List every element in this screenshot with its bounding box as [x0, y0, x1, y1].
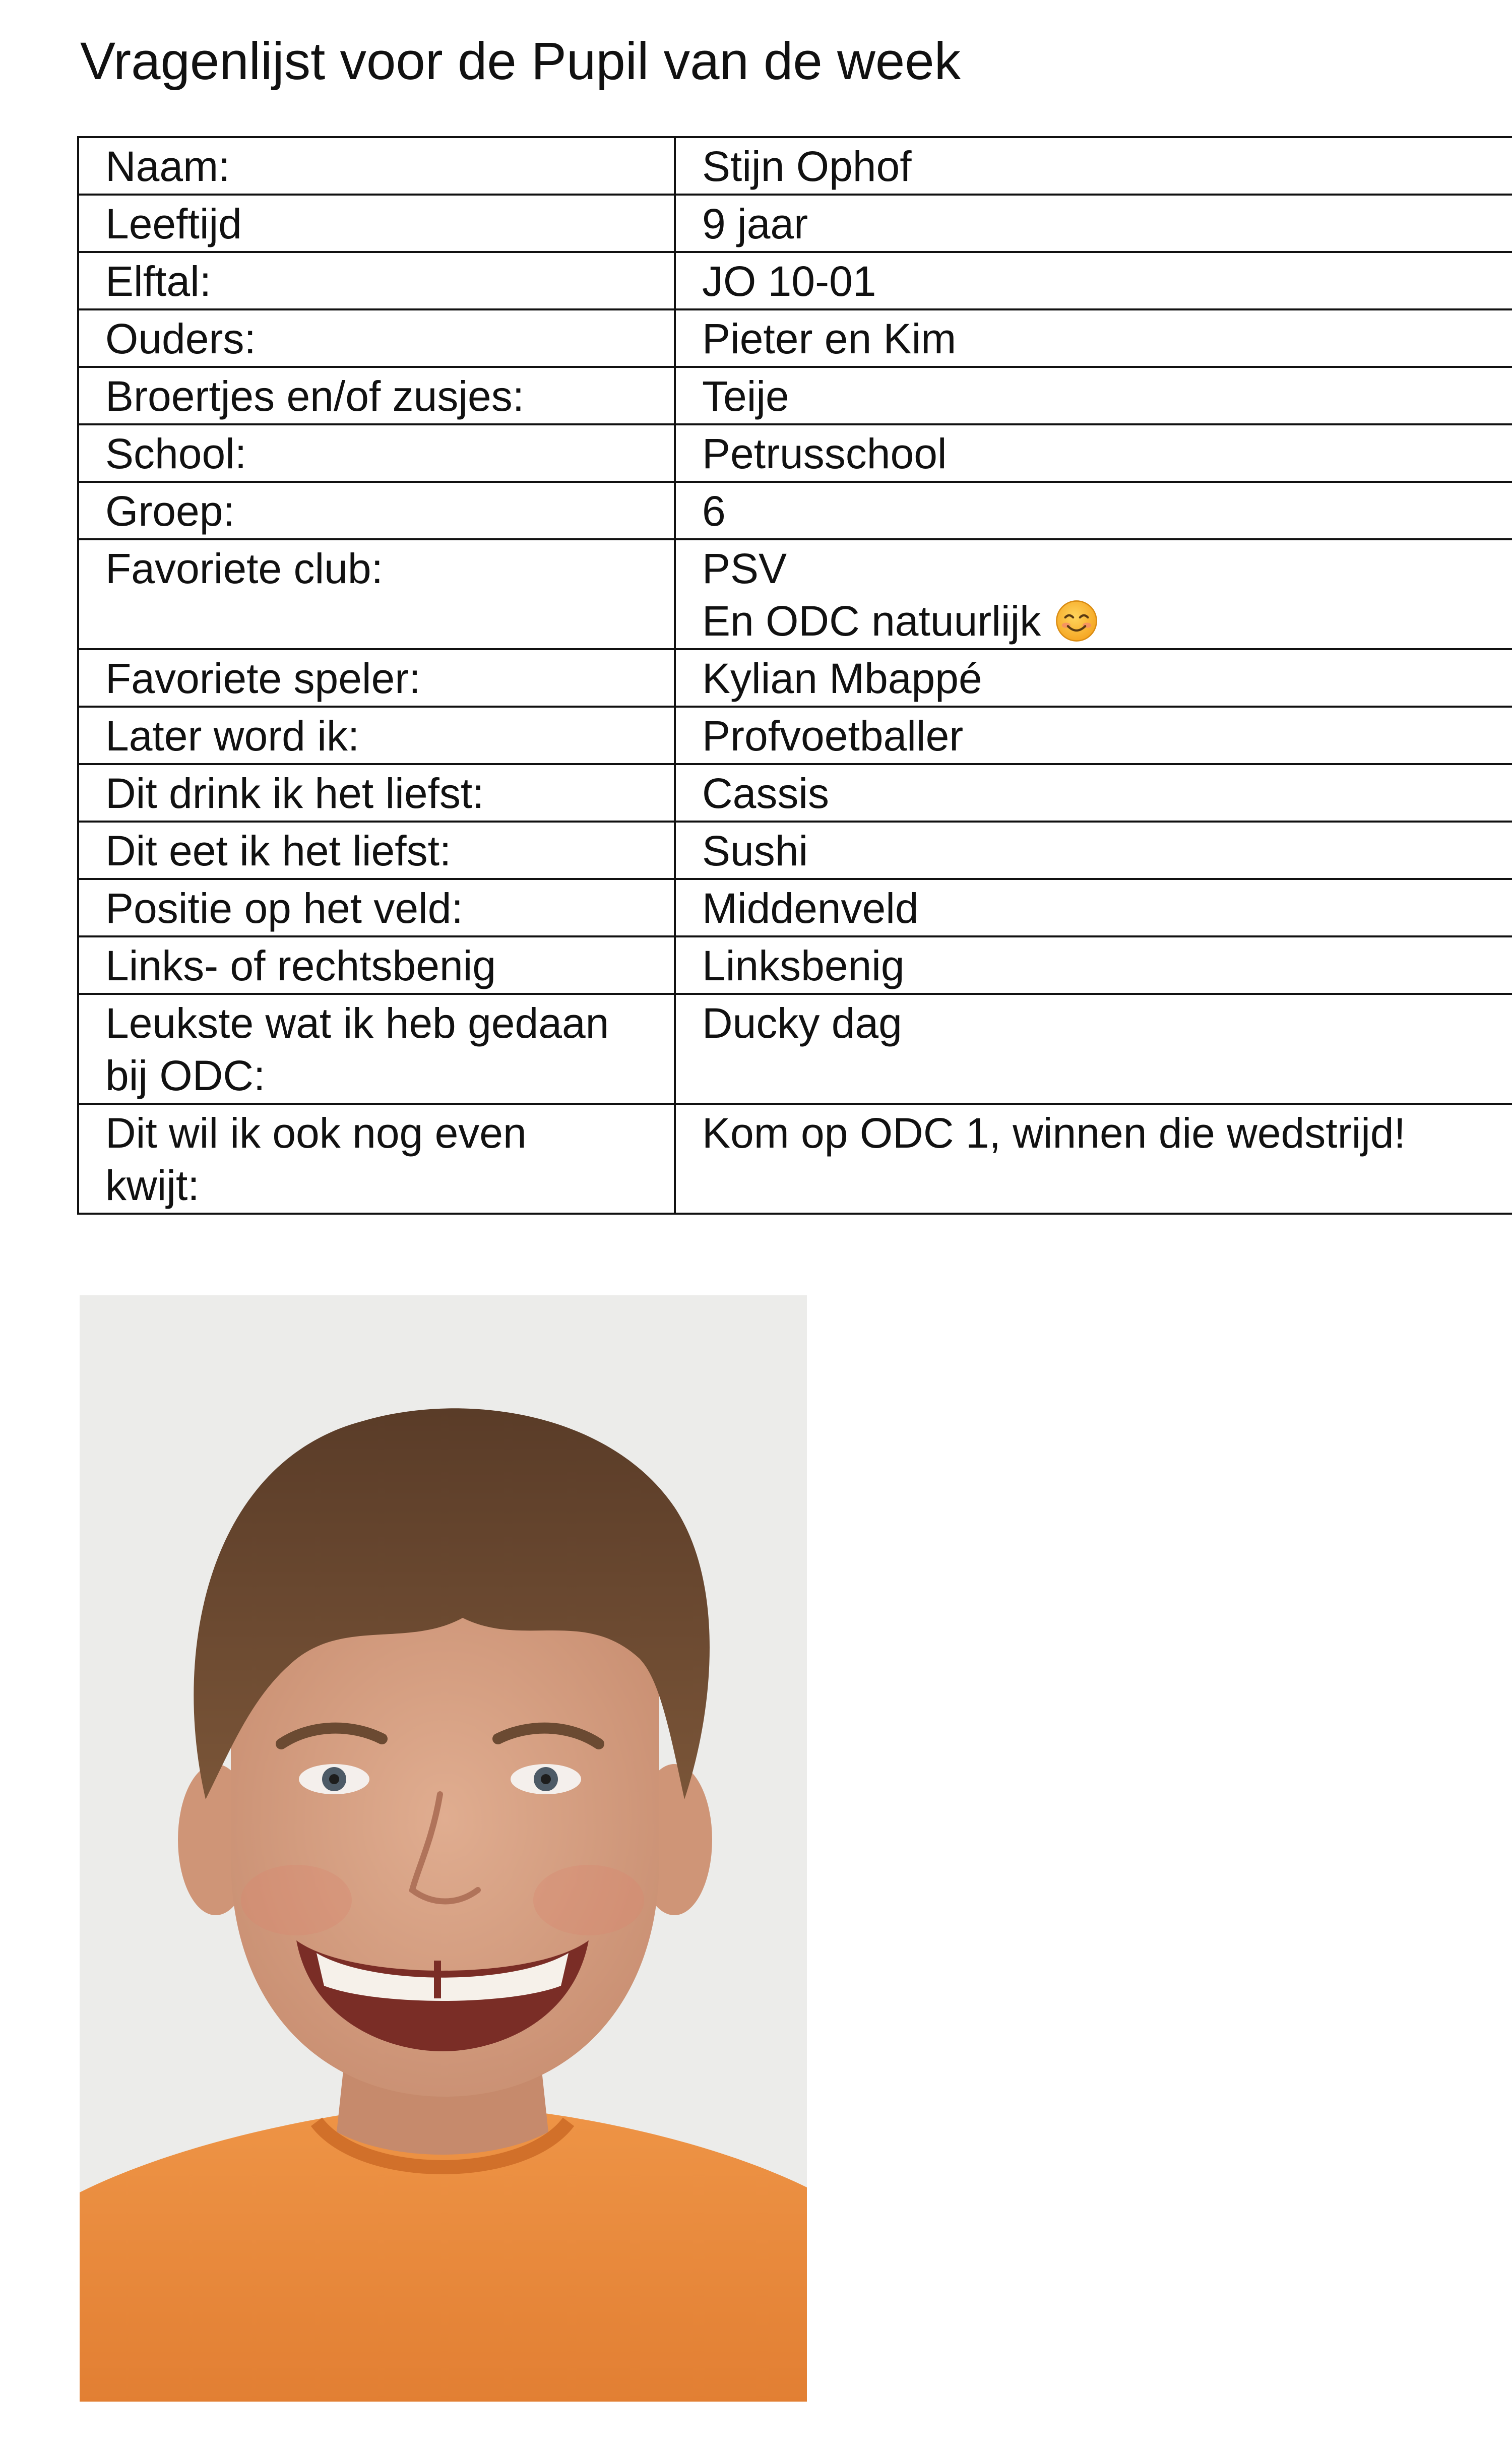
question-cell: Ouders:: [78, 309, 675, 367]
table-row: [78, 424, 1512, 482]
answer-cell: Kylian Mbappé: [675, 649, 1512, 707]
question-line: Dit wil ik ook nog even: [105, 1109, 527, 1157]
table-row: [78, 367, 1512, 424]
answer-line: PSV: [702, 545, 787, 592]
answer-cell: Teije: [675, 367, 1512, 424]
question-cell: Broertjes en/of zusjes:: [78, 367, 675, 424]
answer-cell: Linksbenig: [675, 936, 1512, 994]
question-cell: Favoriete speler:: [78, 649, 675, 707]
document-title: Vragenlijst voor de Pupil van de week: [80, 32, 961, 91]
question-cell: Leeftijd: [78, 195, 675, 252]
answer-cell: Sushi: [675, 822, 1512, 879]
answer-line-with-icon: [702, 595, 1512, 647]
table-row: [78, 707, 1512, 764]
table-row: [78, 482, 1512, 539]
question-cell: [78, 994, 675, 1104]
question-cell: Dit eet ik het liefst:: [78, 822, 675, 879]
answer-cell: Cassis: [675, 764, 1512, 822]
table-row: [78, 649, 1512, 707]
portrait-illustration: [80, 1295, 807, 2402]
question-cell: Positie op het veld:: [78, 879, 675, 936]
answer-cell: Profvoetballer: [675, 707, 1512, 764]
table-row: [78, 539, 1512, 649]
answer-cell: Stijn Ophof: [675, 137, 1512, 195]
table-row: [78, 252, 1512, 309]
question-line: kwijt:: [105, 1162, 200, 1209]
answer-cell: JO 10-01: [675, 252, 1512, 309]
answer-cell: Petrusschool: [675, 424, 1512, 482]
answer-cell: Middenveld: [675, 879, 1512, 936]
answer-line-text: En ODC natuurlijk: [702, 597, 1041, 645]
questionnaire-table: [77, 136, 1512, 1215]
table-row: [78, 309, 1512, 367]
table-row: [78, 764, 1512, 822]
table-row: [78, 195, 1512, 252]
portrait-photo: [80, 1295, 807, 2402]
orange-shirt: [80, 2112, 807, 2402]
question-cell: Favoriete club:: [78, 539, 675, 649]
question-line: bij ODC:: [105, 1052, 266, 1099]
answer-cell: Pieter en Kim: [675, 309, 1512, 367]
answer-cell: Kom op ODC 1, winnen die wedstrijd!: [675, 1104, 1512, 1214]
question-line: Leukste wat ik heb gedaan: [105, 999, 609, 1047]
table-row: [78, 994, 1512, 1104]
answer-cell: 9 jaar: [675, 195, 1512, 252]
table-row: [78, 1104, 1512, 1214]
question-cell: Groep:: [78, 482, 675, 539]
question-cell: Naam:: [78, 137, 675, 195]
table-row: [78, 137, 1512, 195]
answer-cell: Ducky dag: [675, 994, 1512, 1104]
table-row: [78, 879, 1512, 936]
table-row: [78, 936, 1512, 994]
question-cell: School:: [78, 424, 675, 482]
answer-cell: [675, 539, 1512, 649]
answer-cell: 6: [675, 482, 1512, 539]
question-cell: Elftal:: [78, 252, 675, 309]
table-row: [78, 822, 1512, 879]
question-cell: Later word ik:: [78, 707, 675, 764]
question-cell: Links- of rechtsbenig: [78, 936, 675, 994]
question-cell: Dit drink ik het liefst:: [78, 764, 675, 822]
question-cell: [78, 1104, 675, 1214]
smiling-face-icon: [1055, 599, 1098, 643]
